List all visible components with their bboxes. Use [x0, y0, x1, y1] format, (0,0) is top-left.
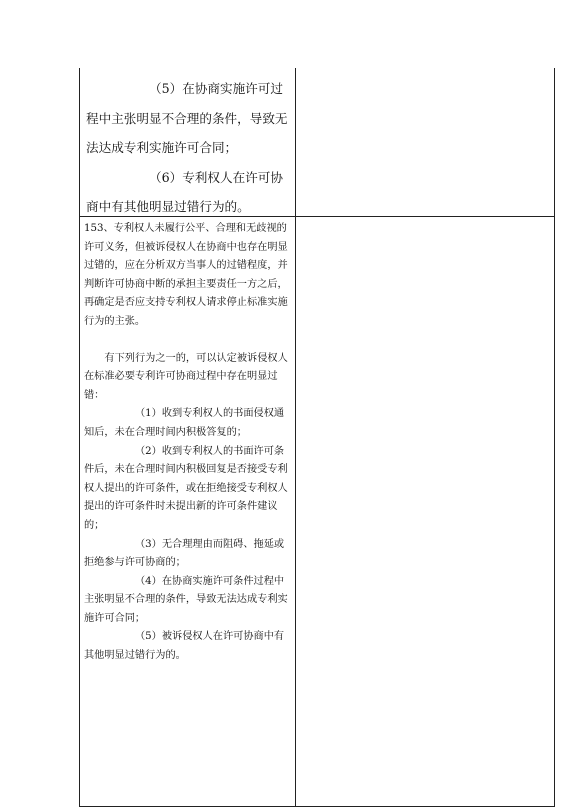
fault-intro-paragraph: 有下列行为之一的，可以认定被诉侵权人在标准必要专利许可协商过程中存在明显过错：	[84, 352, 288, 401]
table-cell-row2-right	[296, 217, 554, 806]
table-cell-row1-left	[80, 68, 296, 216]
paragraph-gap	[84, 332, 291, 350]
table-cell-row1-right	[296, 68, 554, 216]
fault-item-5: （5）被诉侵权人在许可协商中有其他明显过错行为的。	[84, 631, 285, 662]
fault-item-3: （3）无合理理由而阻碍、拖延或拒绝参与许可协商的；	[84, 538, 285, 569]
row1-item-6: （6）专利权人在许可协商中有其他明显过错行为的。	[86, 169, 283, 214]
fault-item-1: （1）收到专利权人的书面侵权通知后，未在合理时间内积极答复的；	[84, 408, 285, 438]
table-row-1	[79, 68, 555, 216]
fault-item-2: （2）收到专利权人的书面许可条件后，未在合理时间内积极回复是否接受专利权人提出的许可条件，或在拒绝接受专利权人提出的许可条件时未提出新的许可条件建议的；	[84, 445, 288, 531]
table-cell-row2-left	[80, 217, 296, 806]
row1-item-5: （5）在协商实施许可过程中主张明显不合理的条件，导致无法达成专利实施许可合同；	[86, 81, 288, 155]
fault-item-4: （4）在协商实施许可条件过程中主张明显不合理的条件，导致无法达成专利实施许可合同；	[84, 575, 288, 624]
table-row-2	[79, 216, 555, 807]
document-table	[79, 68, 555, 807]
article-153-paragraph: 153、专利权人未履行公平、合理和无歧视的许可义务，但被诉侵权人在协商中也存在明显过错的，应在分析双方当事人的过错程度，并判断许可协商中断的承担主要责任一方之后，再确定是否应支持专利权人请求停止标准实施行为的主张。	[84, 223, 288, 327]
